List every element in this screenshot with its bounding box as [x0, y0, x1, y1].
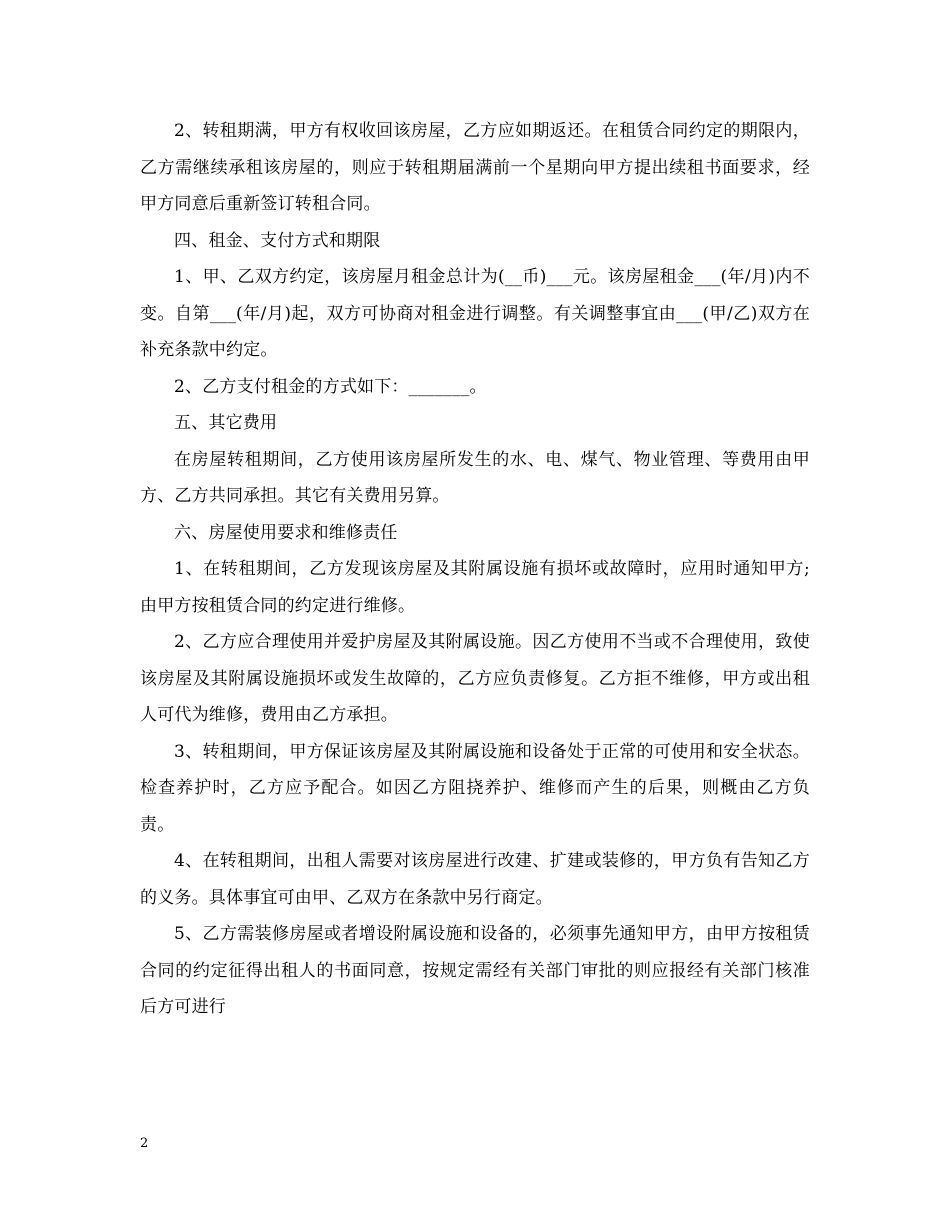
paragraph-repair-3: 3、转租期间，甲方保证该房屋及其附属设施和设备处于正常的可使用和安全状态。检查养护时，乙方应予配合。如因乙方阻挠养护、维修而产生的后果，则概由乙方负责。 [140, 741, 810, 835]
section-heading-rent: 四、租金、支付方式和期限 [174, 230, 381, 251]
section-heading-other-fees: 五、其它费用 [174, 413, 278, 433]
page-number: 2 [140, 1136, 149, 1151]
paragraph-rent-amount: 1、甲、乙双方约定，该房屋月租金总计为(__币)___元。该房屋租金___(年/月)内不变。自第___(年/月)起，双方可协商对租金进行调整。有关调整事宜由___(甲/乙)双方在补充条款中约定。 [140, 267, 810, 360]
paragraph-clause-2-expiry: 2、转租期满，甲方有权收回该房屋，乙方应如期返还。在租赁合同约定的期限内，乙方需继续承租该房屋的，则应于转租期届满前一个星期向甲方提出续租书面要求，经甲方同意后重新签订转租合同。 [140, 121, 810, 214]
document-body [140, 113, 810, 1026]
paragraph-repair-1: 1、在转租期间，乙方发现该房屋及其附属设施有损坏或故障时，应用时通知甲方;由甲方按租赁合同的约定进行维修。 [140, 559, 810, 616]
section-heading-use-and-repair: 六、房屋使用要求和维修责任 [174, 522, 398, 543]
paragraph-repair-4: 4、在转租期间，出租人需要对该房屋进行改建、扩建或装修的，甲方负有告知乙方的义务。具体事宜可由甲、乙双方在条款中另行商定。 [140, 851, 810, 908]
paragraph-payment-method: 2、乙方支付租金的方式如下：_______。 [174, 376, 487, 397]
paragraph-repair-5: 5、乙方需装修房屋或者增设附属设施和设备的，必须事先通知甲方，由甲方按租赁合同的约定征得出租人的书面同意，按规定需经有关部门审批的则应报经有关部门核准后方可进行 [140, 924, 810, 1017]
paragraph-repair-2: 2、乙方应合理使用并爱护房屋及其附属设施。因乙方使用不当或不合理使用，致使该房屋及其附属设施损坏或发生故障的，乙方应负责修复。乙方拒不维修，甲方或出租人可代为维修，费用由乙方承担。 [140, 632, 810, 725]
paragraph-other-fees: 在房屋转租期间，乙方使用该房屋所发生的水、电、煤气、物业管理、等费用由甲方、乙方共同承担。其它有关费用另算。 [140, 449, 810, 506]
